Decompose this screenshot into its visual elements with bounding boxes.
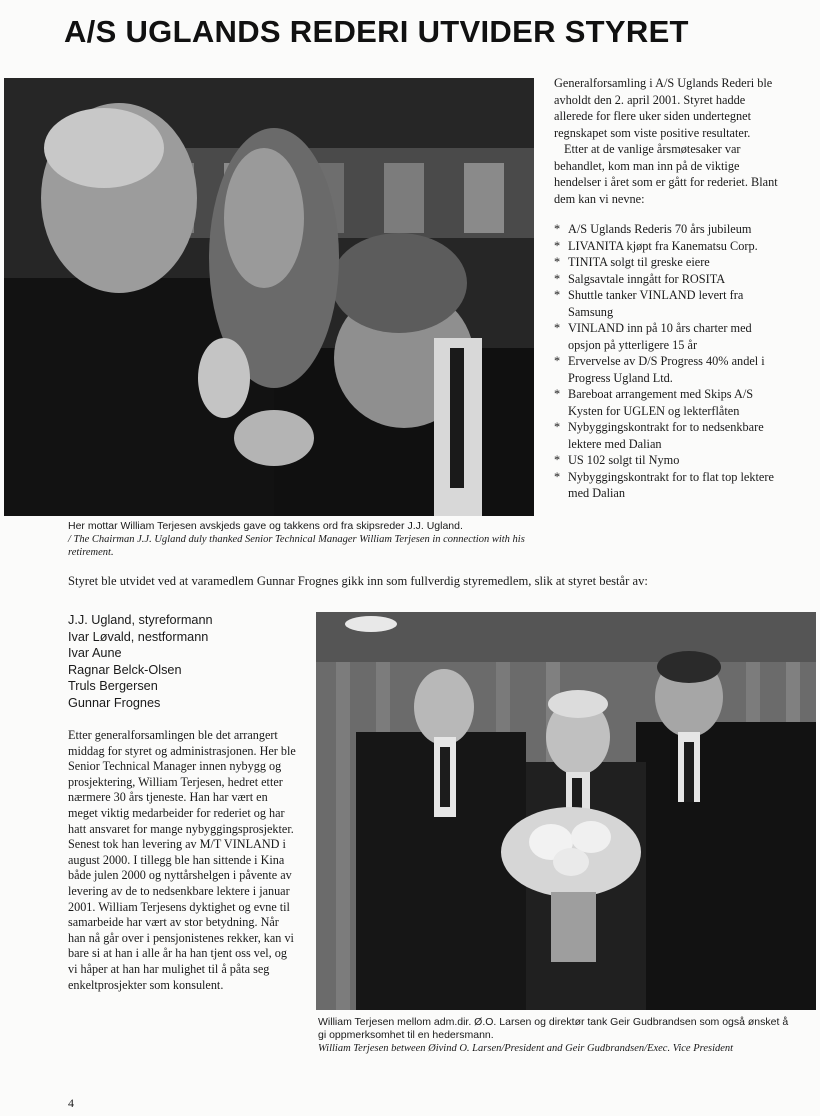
event-item: * VINLAND inn på 10 års charter med opsjon på ytterligere 15 år — [554, 320, 784, 353]
page-number: 4 — [68, 1096, 74, 1110]
board-member: Ragnar Belck-Olsen — [68, 662, 182, 677]
intro-column — [554, 75, 784, 502]
board-member: J.J. Ugland, styreformann — [68, 613, 213, 627]
photo-caption-bottom — [318, 1016, 798, 1055]
board-intro: Styret ble utvidet ved at varamedlem Gunnar Frognes gikk inn som fullverdig styremedlem, slik at styret består av: — [68, 574, 648, 588]
caption-bottom-norwegian: William Terjesen mellom adm.dir. Ø.O. Larsen og direktør tank Geir Gudbrandsen som også ønsket å gi oppmerksomhet til en hedersmann. — [318, 1016, 789, 1041]
event-item: * Shuttle tanker VINLAND levert fra Samsung — [554, 287, 784, 320]
article-body — [68, 728, 296, 993]
intro-paragraph-2: Etter at de vanlige årsmøtesaker var behandlet, kom man inn på de viktige hendelser i året som er gått for rederiet. Blant dem kan vi nevne: — [554, 142, 778, 206]
board-member: Gunnar Frognes — [68, 695, 161, 710]
group-photo — [316, 612, 816, 1010]
board-members-list — [68, 612, 308, 711]
event-item: * US 102 solgt til Nymo — [554, 452, 784, 469]
event-item: * LIVANITA kjøpt fra Kanematsu Corp. — [554, 238, 784, 255]
board-member: Truls Bergersen — [68, 679, 158, 693]
board-member: Ivar Løvald, nestformann — [68, 629, 209, 644]
caption-top-english: / The Chairman J.J. Ugland duly thanked Senior Technical Manager William Terjesen in connection with his retirement. — [68, 534, 525, 558]
caption-bottom-english: William Terjesen between Øivind O. Larsen/President and Geir Gudbrandsen/Exec. Vice President — [318, 1043, 734, 1054]
event-item: * Bareboat arrangement med Skips A/S Kysten for UGLEN og lekterflåten — [554, 386, 784, 419]
caption-top-norwegian: Her mottar William Terjesen avskjeds gave og takkens ord fra skipsreder J.J. Ugland. — [68, 520, 463, 532]
event-item: * Salgsavtale inngått for ROSITA — [554, 271, 784, 288]
photo-caption-top — [68, 520, 538, 559]
article-paragraph: Etter generalforsamlingen ble det arrangert middag for styret og administrasjonen. Her ble Senior Technical Manager innen nybygg og prosjektering, William Terjesen, hedret etter nærmere 30 års tjeneste. Han har vært en meget viktig medarbeider for rederiet og har hatt ansvaret for mange nybyggingsprosjekter. Senest tok han levering av M/T VINLAND i august 2000. I tillegg ble han sittende i Kina både julen 2000 og nyttårshelgen i påvente av levering av de to nedsenkbare lektere i januar 2001. William Terjesens dyktighet og evne til samarbeide har vært av stor betydning. Når han nå går over i pensjonistenes rekker, kan vi bare si at han i alle år ha han tjent oss vel, og vi håper at han har mulighet til å påta seg enkeltprosjekter som konsulent. — [68, 728, 296, 992]
event-item: * Nybyggingskontrakt for to flat top lektere med Dalian — [554, 469, 784, 502]
headline: A/S UGLANDS REDERI UTVIDER STYRET — [64, 14, 689, 49]
event-item: * A/S Uglands Rederis 70 års jubileum — [554, 221, 784, 238]
events-list — [554, 221, 784, 502]
intro-paragraph-1: Generalforsamling i A/S Uglands Rederi ble avholdt den 2. april 2001. Styret hadde allerede for flere uker siden undertegnet regnskapet som viste positive resultater. — [554, 76, 773, 140]
board-member: Ivar Aune — [68, 646, 122, 660]
handshake-photo — [4, 78, 534, 516]
event-item: * Nybyggingskontrakt for to nedsenkbare lektere med Dalian — [554, 419, 784, 452]
event-item: * Ervervelse av D/S Progress 40% andel i Progress Ugland Ltd. — [554, 353, 784, 386]
event-item: * TINITA solgt til greske eiere — [554, 254, 784, 271]
